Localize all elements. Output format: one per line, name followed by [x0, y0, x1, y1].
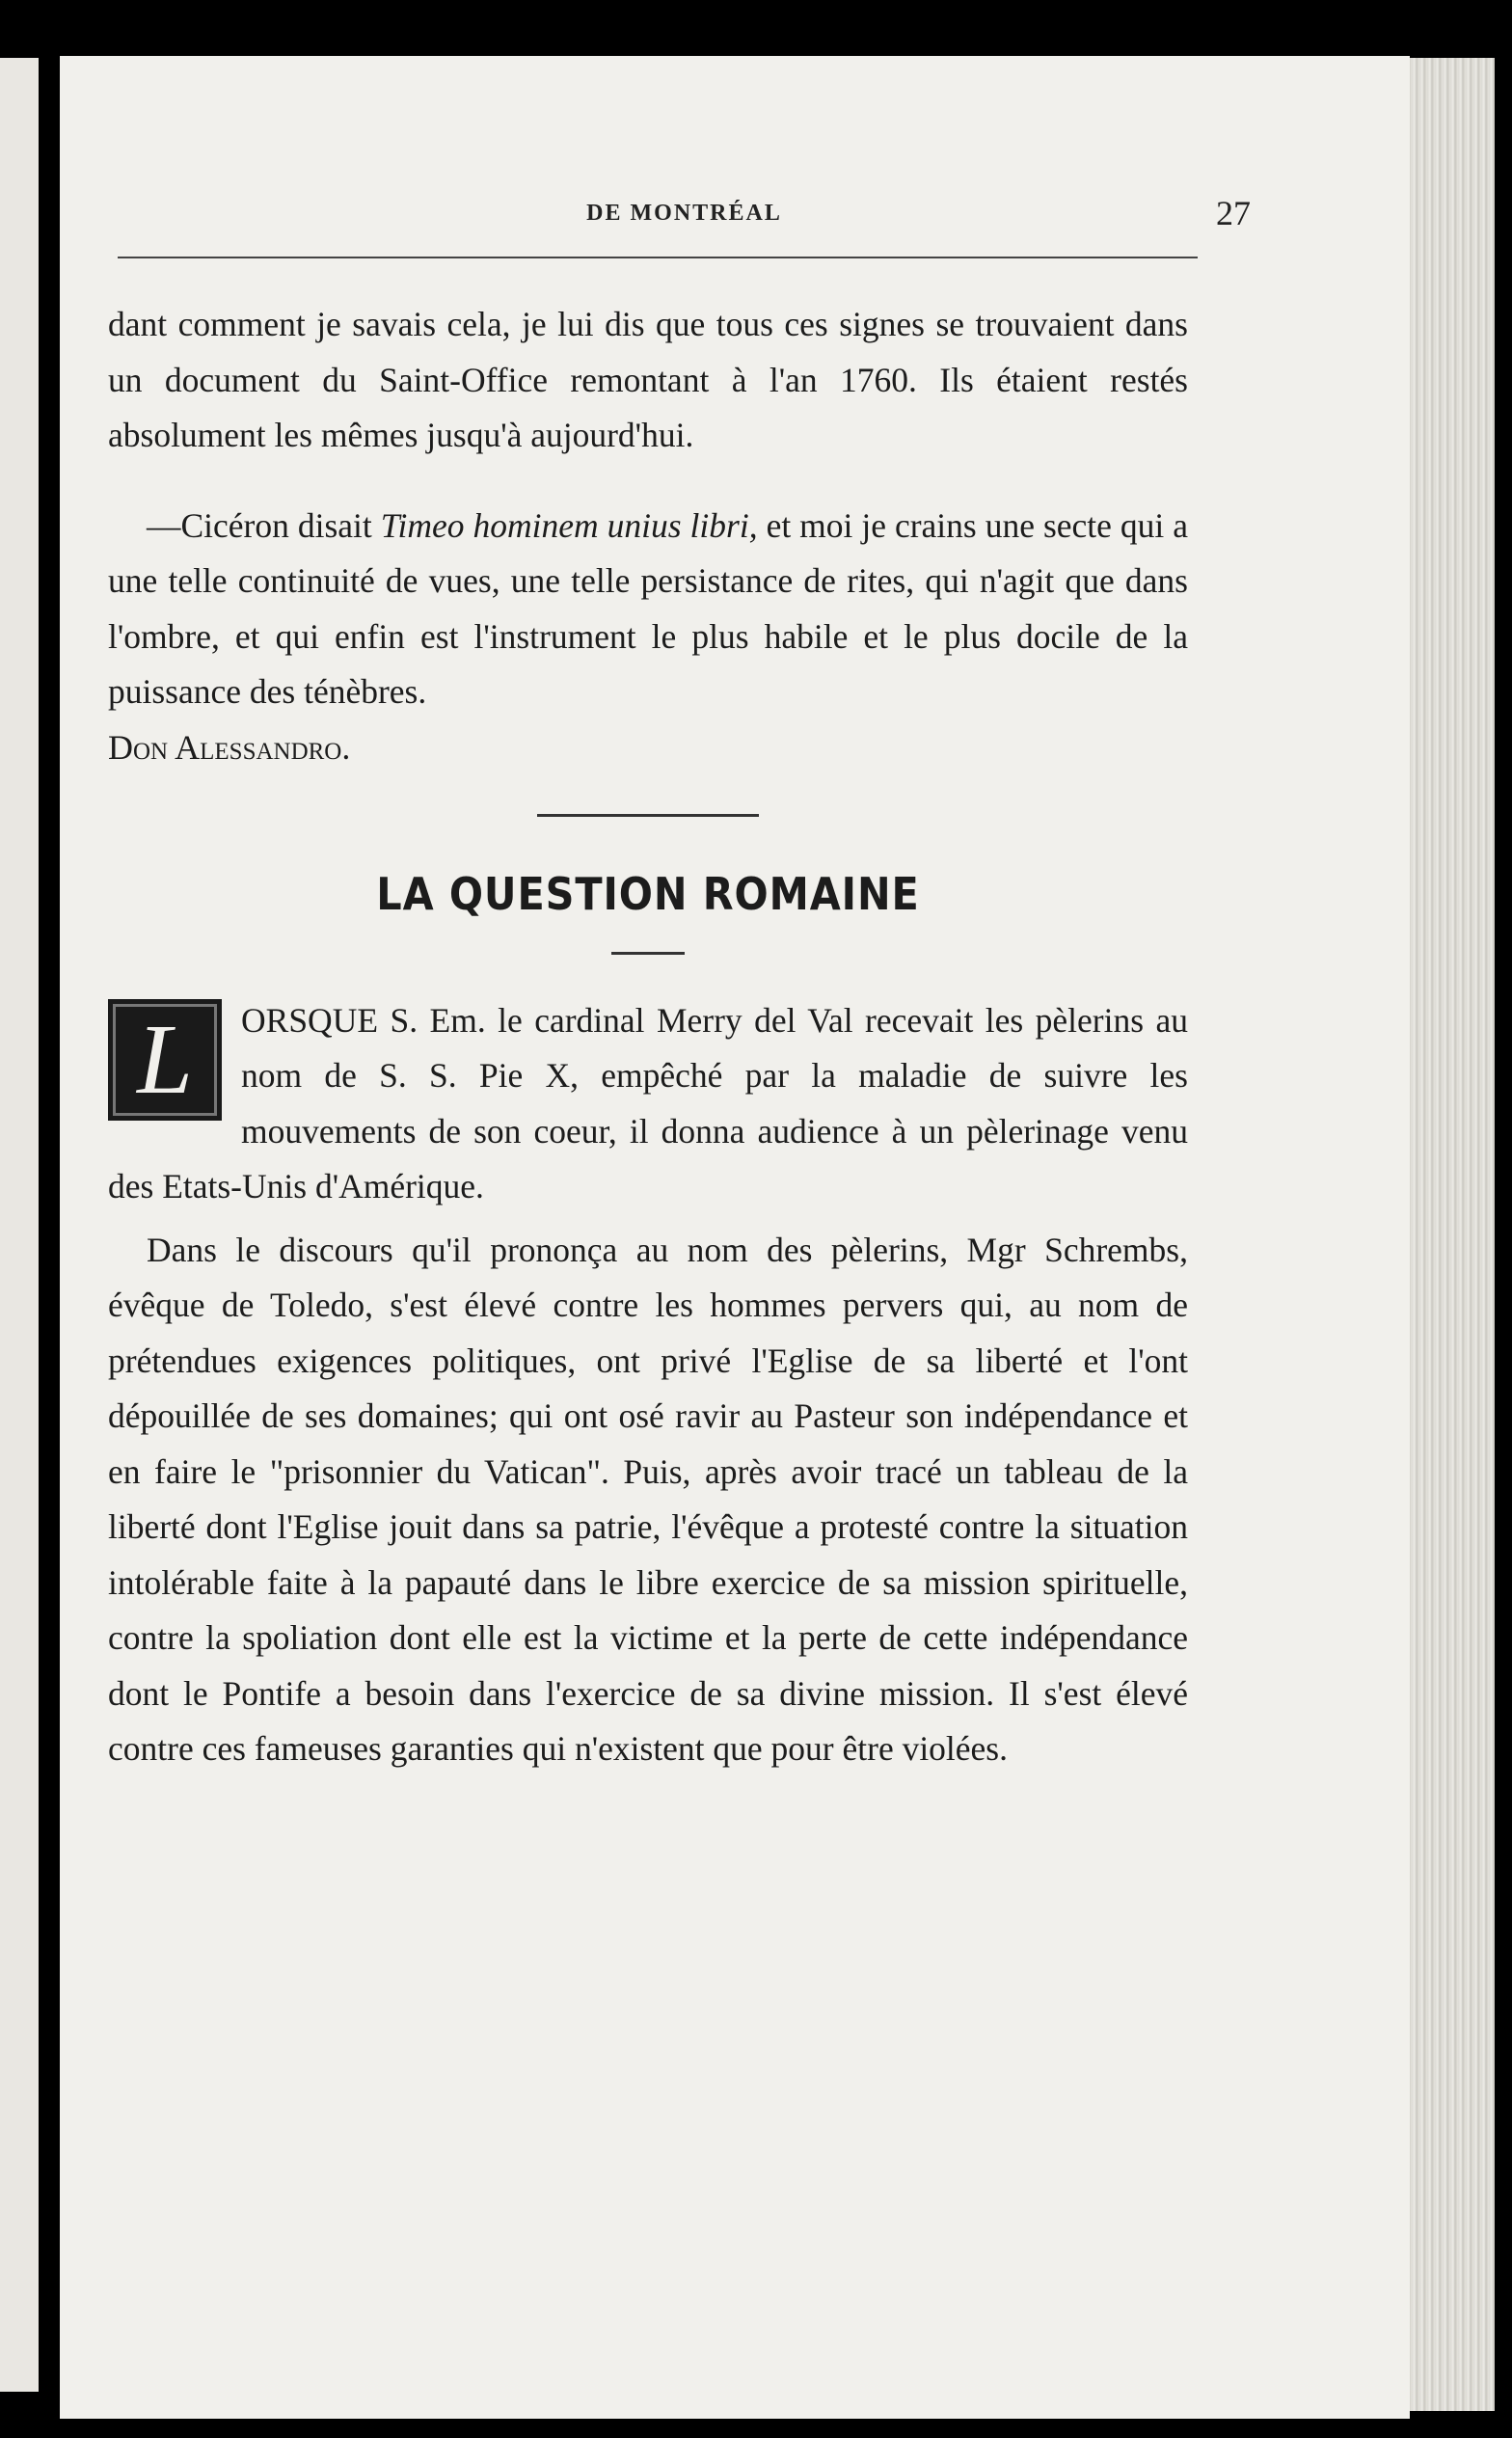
paragraph-continued: dant comment je savais cela, je lui dis que tous ces signes se trouvaient dans un document du Saint-Office remontant à l'an 1760. Ils étaient restés absolument les mêmes jusqu'à aujourd'hui. — [108, 305, 1188, 454]
running-head: DE MONTRÉAL — [586, 201, 782, 226]
paragraph-ciceron — [108, 499, 1188, 720]
header-rule — [118, 257, 1198, 258]
latin-quote: Timeo hominem unius libri, — [380, 505, 758, 545]
ciceron-rest: et moi je crains une secte qui a une telle continuité de vues, une telle persistance de rites, qui n'agit que dans l'ombre, et qui enfin est l'instrument le plus habile et le plus docile de la puissance des ténèbres. — [108, 505, 1188, 711]
book-page — [60, 56, 1410, 2419]
section-paragraph-1 — [108, 993, 1188, 1215]
dropcap-ornament — [108, 999, 222, 1121]
left-page-edge — [0, 58, 39, 2392]
page-header — [118, 194, 1251, 258]
page-number: 27 — [1216, 194, 1251, 232]
section-title: LA QUESTION ROMAINE — [376, 868, 920, 920]
section-paragraph-1-text: ORSQUE S. Em. le cardinal Merry del Val recevait les pèlerins au nom de S. S. Pie X, empêché par la maladie de suivre les mouvements de son coeur, il donna audience à un pèlerinage venu des Etats-Unis d'Amérique. — [108, 1000, 1188, 1205]
page-body — [108, 297, 1188, 1777]
dropcap-letter: L — [137, 1003, 193, 1115]
section-paragraph-2: Dans le discours qu'il prononça au nom des pèlerins, Mgr Schrembs, évêque de Toledo, s'est élevé contre les hommes pervers qui, au nom de prétendues exigences politiques, ont privé l'Eglise de sa liberté et l'ont dépouillée de ses domaines; qui ont osé ravir au Pasteur son indépendance et en faire le "prisonnier du Vatican". Puis, après avoir tracé un tableau de la liberté dont l'Eglise jouit dans sa patrie, l'évêque a protesté contre la situation intolérable faite à la papauté dans le libre exercice de sa mission spirituelle, contre la spoliation dont elle est la victime et la perte de cette indépendance dont le Pontife a besoin dans l'exercice de sa divine mission. Il s'est élevé contre ces fameuses garanties qui n'existent que pour être violées. — [108, 1230, 1188, 1768]
title-separator — [611, 952, 685, 955]
section-separator — [537, 814, 759, 817]
ciceron-intro: —Cicéron disait — [147, 505, 381, 545]
author-signature: Don Alessandro. — [108, 727, 351, 767]
